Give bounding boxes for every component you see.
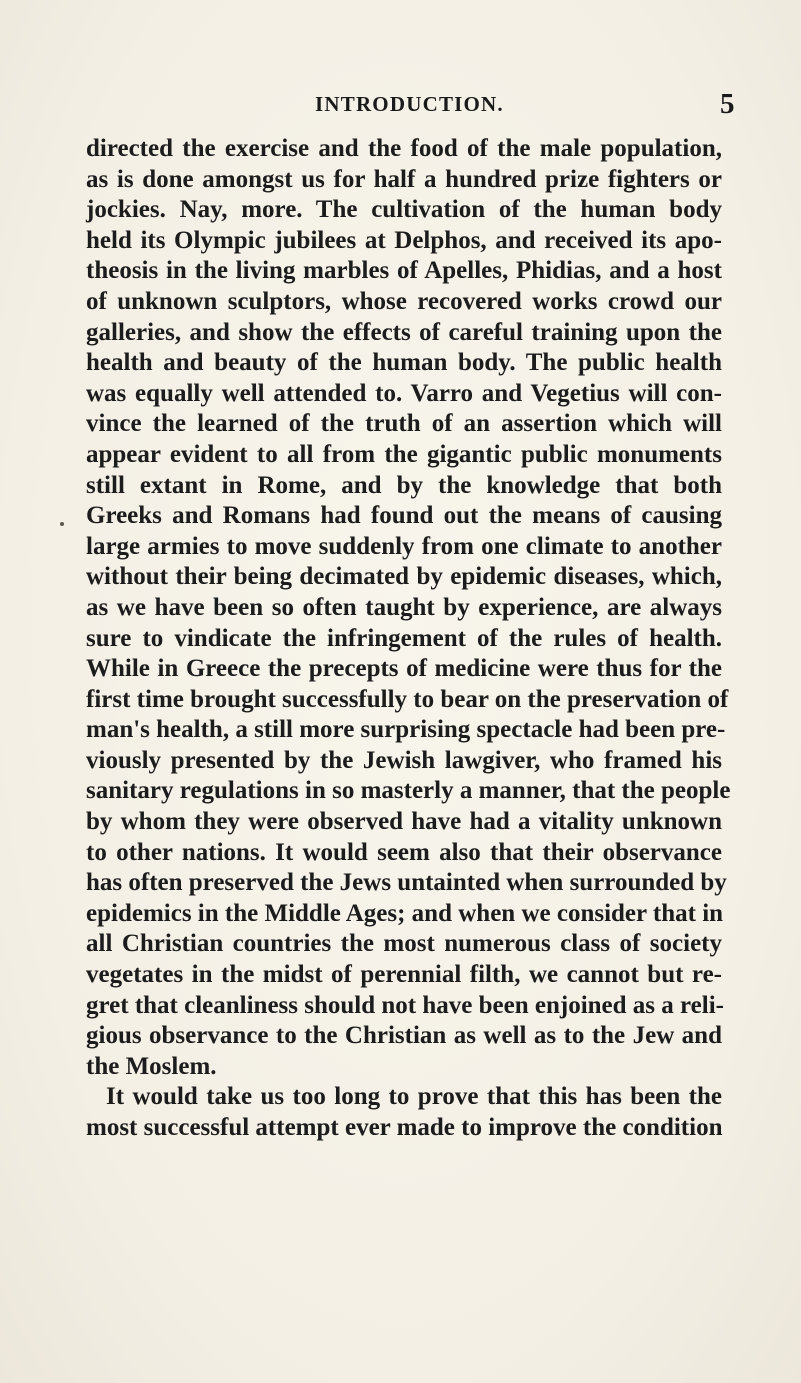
text-line: viously presented by the Jewish lawgiver, who framed his (86, 746, 722, 774)
text-line: It would take us too long to prove that this has been the (106, 1083, 722, 1111)
text-line: epidemics in the Middle Ages; and when we consider that in (86, 899, 724, 927)
text-line: held its Olympic jubilees at Delphos, and received its apo- (86, 226, 722, 254)
text-line: galleries, and show the effects of careful training upon the (86, 318, 722, 346)
text-line: gret that cleanliness should not have been enjoined as a reli- (86, 991, 724, 1019)
margin-speck (60, 522, 64, 526)
text-line: of unknown sculptors, whose recovered works crowd our (86, 287, 722, 315)
text-line: was equally well attended to. Varro and Vegetius will con- (86, 379, 722, 407)
text-line: to other nations. It would seem also that their observance (86, 838, 722, 866)
text-line: most successful attempt ever made to improve the condition (86, 1114, 723, 1141)
text-line: by whom they were observed have had a vitality unknown (86, 808, 722, 836)
running-title: INTRODUCTION. (315, 92, 504, 116)
text-line: gious observance to the Christian as well as to the Jew and (86, 1022, 722, 1050)
text-line: jockies. Nay, more. The cultivation of the human body (86, 196, 722, 224)
text-line: all Christian countries the most numerous class of society (86, 930, 722, 958)
text-line: While in Greece the precepts of medicine were thus for the (86, 655, 722, 683)
text-line: vegetates in the midst of perennial filth, we cannot but re- (86, 961, 722, 989)
text-line: directed the exercise and the food of the male population, (86, 135, 722, 162)
text-line: has often preserved the Jews untainted when surrounded by (86, 869, 727, 897)
text-line: the Moslem. (86, 1052, 217, 1080)
body-text (86, 134, 731, 1144)
text-line: still extant in Rome, and by the knowledge that both (86, 471, 722, 499)
text-line: as is done amongst us for half a hundred prize fighters or (86, 165, 722, 193)
running-head (0, 88, 801, 122)
text-line: man's health, a still more surprising spectacle had been pre- (86, 716, 726, 744)
text-line: first time brought successfully to bear on the preservation of (86, 685, 729, 713)
text-line: vince the learned of the truth of an assertion which will (86, 410, 722, 438)
text-line: health and beauty of the human body. The public health (86, 349, 722, 377)
text-line: appear evident to all from the gigantic public monuments (86, 440, 722, 468)
text-line: sure to vindicate the infringement of the rules of health. (86, 624, 722, 652)
text-line: as we have been so often taught by experience, are always (86, 593, 722, 621)
page-number: 5 (720, 88, 735, 120)
text-line: Greeks and Romans had found out the means of causing (86, 502, 722, 530)
text-line: without their being decimated by epidemic diseases, which, (86, 563, 722, 591)
text-line: sanitary regulations in so masterly a manner, that the people (86, 777, 731, 805)
text-line: large armies to move suddenly from one climate to another (86, 532, 722, 560)
text-line: theosis in the living marbles of Apelles, Phidias, and a host (86, 257, 722, 285)
